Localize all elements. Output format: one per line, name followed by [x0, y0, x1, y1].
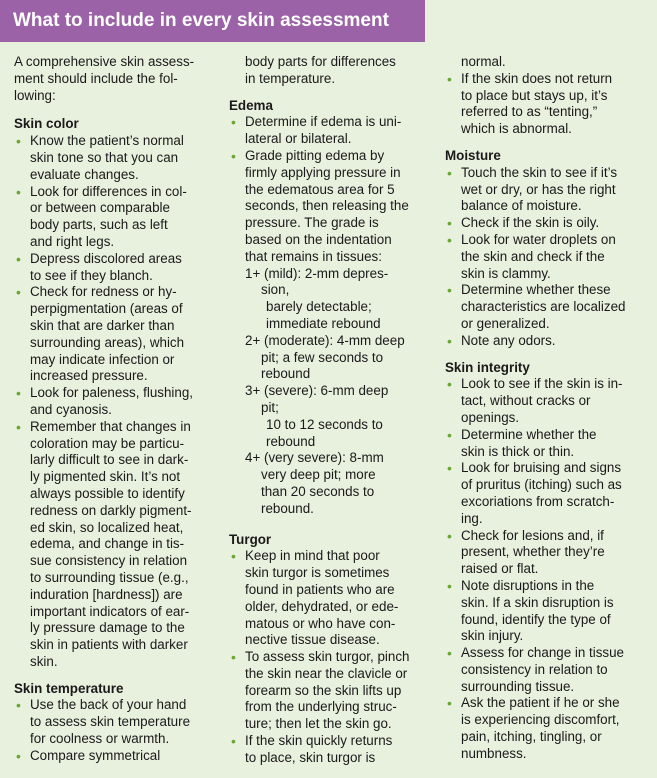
list-item — [445, 232, 652, 282]
list-item-line: induration [hardness]) are — [30, 586, 183, 602]
list-item-line: skin that are darker than — [30, 317, 175, 333]
list-item — [445, 165, 652, 215]
list-item — [445, 578, 652, 645]
edema-grade-detail — [245, 400, 434, 417]
list-item-line: tact, without cracks or — [461, 393, 591, 409]
text-line: body parts for differences — [245, 54, 396, 69]
page-title: What to include in every skin assessment — [0, 0, 425, 42]
edema-grade-line: barely detectable; — [266, 299, 372, 315]
edema-grade-head: 2+ (moderate): 4-mm deep — [245, 332, 405, 348]
list-item — [229, 733, 434, 767]
list-item-line: ed skin, so localized heat, — [30, 519, 184, 535]
edema-grade — [245, 266, 434, 333]
list-item-line: excoriations from scratch- — [461, 493, 615, 509]
list-item-line: and cyanosis. — [30, 401, 112, 417]
section-heading-edema: Edema — [229, 97, 273, 113]
list-item-line: Assess for change in tissue — [461, 645, 625, 661]
list-item-line: skin is clammy. — [461, 265, 551, 281]
list-item-line: consistency in relation to — [461, 661, 608, 677]
list-item-line: from the underlying struc- — [245, 699, 397, 715]
edema-grade-line: immediate rebound — [266, 315, 381, 331]
intro-line: ment should include the fol- — [14, 70, 178, 86]
intro-line: A comprehensive skin assess- — [14, 54, 195, 69]
section-heading-skin-temperature: Skin temperature — [14, 680, 124, 696]
edema-grade-line: rebound — [266, 433, 316, 449]
list-item-line: Grade pitting edema by — [245, 147, 385, 163]
edema-grade-detail — [245, 417, 434, 451]
list-item-line: of pruritus (itching) such as — [461, 477, 622, 493]
list-item-line: Look for differences in col- — [30, 183, 187, 199]
section-heading-skin-color: Skin color — [14, 116, 79, 132]
list-item-line: openings. — [461, 409, 520, 425]
list-item — [229, 548, 434, 649]
list-item-line: ing. — [461, 510, 483, 526]
list-item-line: older, dehydrated, or ede- — [245, 598, 399, 614]
list-item — [445, 460, 652, 527]
list-item-line: the edematous area for 5 — [245, 181, 395, 197]
list-item-line: for coolness or warmth. — [30, 731, 170, 747]
list-edema — [229, 114, 434, 265]
list-item-line: found in patients who are — [245, 581, 395, 597]
list-item-line: Remember that changes in — [30, 418, 191, 434]
list-item — [445, 427, 652, 461]
list-item-line: seconds, then releasing the — [245, 198, 409, 214]
list-item — [445, 282, 652, 332]
list-item-line: firmly applying pressure in — [245, 164, 401, 180]
list-item-line: larly difficult to see in dark- — [30, 452, 189, 468]
list-item-line: nective tissue disease. — [245, 632, 380, 648]
list-item-line: wet or dry, or has the right — [461, 181, 616, 197]
edema-grade-line: rebound — [261, 366, 311, 382]
edema-grade-line: pit; a few seconds to — [261, 349, 384, 365]
list-item — [14, 284, 219, 385]
list-item-line: present, whether they’re — [461, 544, 605, 560]
list-item-line: pressure. The grade is — [245, 215, 379, 231]
list-item-line: Touch the skin to see if it’s — [461, 164, 618, 180]
list-item-line: Note disruptions in the — [461, 577, 595, 593]
list-item-line: perpigmentation (areas of — [30, 301, 183, 317]
list-item-line: body parts, such as left — [30, 217, 168, 233]
edema-grade-line: than 20 seconds to — [261, 483, 375, 499]
list-item-line: skin. — [30, 653, 58, 669]
list-item-line: Determine if edema is uni- — [245, 114, 402, 130]
edema-grade-head: 3+ (severe): 6-mm deep — [245, 383, 389, 399]
section-heading-turgor: Turgor — [229, 531, 272, 547]
list-item-line: skin injury. — [461, 628, 524, 644]
list-item-line: Compare symmetrical — [30, 747, 161, 763]
text-line: in temperature. — [245, 70, 336, 86]
edema-grade-head: 1+ (mild): 2-mm depres- — [245, 265, 389, 281]
edema-grades — [245, 266, 434, 518]
list-item-line: to assess skin temperature — [30, 714, 191, 730]
list-item-line: surrounding tissue. — [461, 678, 575, 694]
list-item-line: to surrounding tissue (e.g., — [30, 569, 189, 585]
list-item — [229, 649, 434, 733]
list-item-line: found, identify the type of — [461, 611, 611, 627]
list-item-line: Note any odors. — [461, 332, 556, 348]
list-item-line: always possible to identify — [30, 485, 185, 501]
list-item-line: Depress discolored areas — [30, 250, 182, 266]
list-item-line: sue consistency in relation — [30, 553, 188, 569]
list-item — [14, 251, 219, 285]
column-3 — [445, 54, 652, 763]
list-item — [445, 528, 652, 578]
edema-grade — [245, 333, 434, 383]
list-turgor — [229, 548, 434, 766]
list-item-line: referred to as “tenting,” — [461, 104, 598, 120]
continued-text — [445, 54, 652, 71]
list-item-line: Determine whether the — [461, 426, 597, 442]
list-item-line: redness on darkly pigment- — [30, 502, 192, 518]
list-item — [229, 148, 434, 266]
column-1 — [14, 54, 219, 765]
edema-grade-detail — [245, 467, 434, 517]
list-item — [229, 114, 434, 148]
list-item-line: Use the back of your hand — [30, 697, 187, 713]
list-item — [445, 71, 652, 138]
list-skin-temperature — [14, 697, 219, 764]
list-item-line: Look for paleness, flushing, — [30, 385, 194, 401]
edema-grade-line: pit; — [261, 399, 279, 415]
list-item-line: the skin near the clavicle or — [245, 665, 408, 681]
list-item-line: or generalized. — [461, 315, 550, 331]
list-item — [14, 133, 219, 183]
list-item — [14, 184, 219, 251]
list-item-line: matous or who have con- — [245, 615, 396, 631]
list-item-line: Look to see if the skin is in- — [461, 376, 623, 392]
list-item — [14, 697, 219, 747]
list-item-line: skin is thick or thin. — [461, 443, 575, 459]
list-item-line: that remains in tissues: — [245, 248, 382, 264]
edema-grade-detail — [245, 350, 434, 384]
list-item-line: and right legs. — [30, 233, 115, 249]
list-item-line: To assess skin turgor, pinch — [245, 649, 410, 665]
list-item — [445, 333, 652, 350]
list-item-line: Check if the skin is oily. — [461, 215, 600, 231]
list-item-line: Determine whether these — [461, 282, 611, 298]
list-item-line: ly pressure damage to the — [30, 620, 185, 636]
list-item-line: surrounding areas), which — [30, 334, 185, 350]
list-skin-color — [14, 133, 219, 671]
list-turgor-continued — [445, 71, 652, 138]
list-item-line: balance of moisture. — [461, 198, 582, 214]
edema-grade-line: rebound. — [261, 500, 314, 516]
edema-grade-line: very deep pit; more — [261, 467, 376, 483]
edema-grade-detail — [245, 299, 434, 333]
list-item — [445, 695, 652, 762]
list-item-line: edema, and change in tis- — [30, 536, 185, 552]
list-item-line: important indicators of ear- — [30, 603, 190, 619]
list-item-line: ture; then let the skin go. — [245, 716, 392, 732]
list-item-line: skin. If a skin disruption is — [461, 594, 614, 610]
list-item — [14, 748, 219, 765]
list-item-line: skin tone so that you can — [30, 149, 179, 165]
edema-grade — [245, 383, 434, 450]
list-item-line: If the skin does not return — [461, 70, 613, 86]
list-item-line: to see if they blanch. — [30, 267, 153, 283]
list-item-line: Keep in mind that poor — [245, 548, 380, 564]
list-item-line: Check for lesions and, if — [461, 527, 604, 543]
list-item — [445, 376, 652, 426]
list-item-line: Know the patient’s normal — [30, 133, 184, 149]
list-item-line: characteristics are localized — [461, 299, 626, 315]
edema-grade-head: 4+ (very severe): 8-mm — [245, 450, 384, 466]
list-item-line: is experiencing discomfort, — [461, 712, 620, 728]
list-item-line: If the skin quickly returns — [245, 733, 393, 749]
list-item-line: the skin and check if the — [461, 248, 605, 264]
list-item — [445, 215, 652, 232]
list-item-line: to place but stays up, it’s — [461, 87, 608, 103]
list-item-line: which is abnormal. — [461, 121, 572, 137]
column-2 — [229, 54, 434, 767]
edema-grade-line: sion, — [261, 282, 290, 298]
list-item — [14, 385, 219, 419]
list-item-line: numbness. — [461, 745, 527, 761]
list-item-line: raised or flat. — [461, 561, 539, 577]
list-item — [445, 645, 652, 695]
intro-line: lowing: — [14, 87, 56, 103]
list-item-line: to place, skin turgor is — [245, 749, 376, 765]
list-item-line: increased pressure. — [30, 368, 148, 384]
list-item-line: Look for bruising and signs — [461, 460, 622, 476]
section-heading-moisture: Moisture — [445, 147, 501, 163]
list-item-line: may indicate infection or — [30, 351, 175, 367]
continued-text — [229, 54, 434, 88]
list-item-line: forearm so the skin lifts up — [245, 682, 402, 698]
edema-grade-line: 10 to 12 seconds to — [266, 416, 383, 432]
list-item-line: lateral or bilateral. — [245, 131, 352, 147]
list-item — [14, 419, 219, 671]
intro-text — [14, 54, 219, 104]
list-moisture — [445, 165, 652, 350]
list-item-line: ly pigmented skin. It’s not — [30, 469, 181, 485]
list-item-line: Ask the patient if he or she — [461, 695, 620, 711]
list-item-line: skin turgor is sometimes — [245, 565, 390, 581]
list-item-line: Look for water droplets on — [461, 231, 616, 247]
list-item-line: Check for redness or hy- — [30, 284, 177, 300]
section-heading-skin-integrity: Skin integrity — [445, 359, 530, 375]
list-item-line: coloration may be particu- — [30, 435, 185, 451]
list-item-line: pain, itching, tingling, or — [461, 729, 602, 745]
list-item-line: or between comparable — [30, 200, 170, 216]
text-line: normal. — [461, 54, 506, 69]
list-item-line: based on the indentation — [245, 231, 392, 247]
list-item-line: skin in patients with darker — [30, 637, 188, 653]
list-skin-integrity — [445, 376, 652, 762]
edema-grade — [245, 450, 434, 517]
edema-grade-detail — [245, 282, 434, 299]
list-item-line: evaluate changes. — [30, 166, 139, 182]
